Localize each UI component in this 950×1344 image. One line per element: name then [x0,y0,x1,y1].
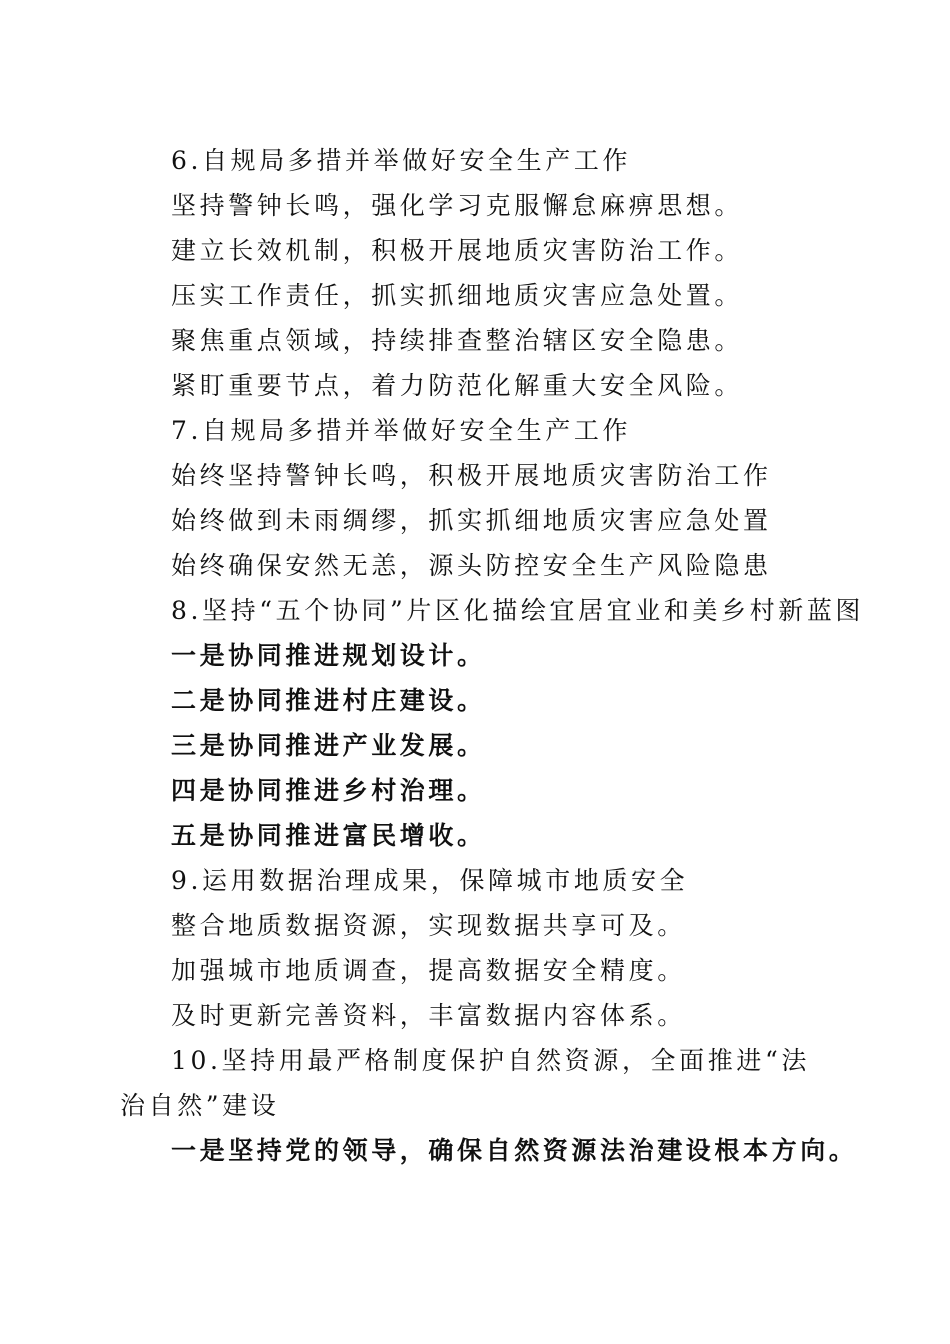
list-item: 压实工作责任，抓实抓细地质灾害应急处置。 [171,281,744,310]
list-item: 始终确保安然无恙，源头防控安全生产风险隐患 [171,551,772,580]
section-heading: 9.运用数据治理成果，保障城市地质安全 [171,866,689,895]
list-item: 紧盯重要节点，着力防范化解重大安全风险。 [171,371,744,400]
list-item: 五是协同推进富民增收。 [171,821,486,850]
list-item: 始终坚持警钟长鸣，积极开展地质灾害防治工作 [171,461,772,490]
list-item: 三是协同推进产业发展。 [171,731,486,760]
section-heading: 7.自规局多措并举做好安全生产工作 [171,416,632,445]
section-heading: 6.自规局多措并举做好安全生产工作 [171,146,632,175]
list-item: 建立长效机制，积极开展地质灾害防治工作。 [171,236,744,265]
list-item: 四是协同推进乡村治理。 [171,776,486,805]
list-item: 整合地质数据资源，实现数据共享可及。 [171,911,686,940]
section-heading: 10.坚持用最严格制度保护自然资源，全面推进“法治自然”建设 [120,1046,810,1120]
list-item: 始终做到未雨绸缪，抓实抓细地质灾害应急处置 [171,506,772,535]
list-item: 一是协同推进规划设计。 [171,641,486,670]
list-item: 坚持警钟长鸣，强化学习克服懈怠麻痹思想。 [171,191,744,220]
list-item: 聚焦重点领域，持续排查整治辖区安全隐患。 [171,326,744,355]
list-item: 及时更新完善资料，丰富数据内容体系。 [171,1001,686,1030]
list-item: 二是协同推进村庄建设。 [171,686,486,715]
list-item: 加强城市地质调查，提高数据安全精度。 [171,956,686,985]
list-item: 一是坚持党的领导，确保自然资源法治建设根本方向。 [171,1136,858,1165]
section-heading: 8.坚持“五个协同”片区化描绘宜居宜业和美乡村新蓝图 [171,596,865,625]
